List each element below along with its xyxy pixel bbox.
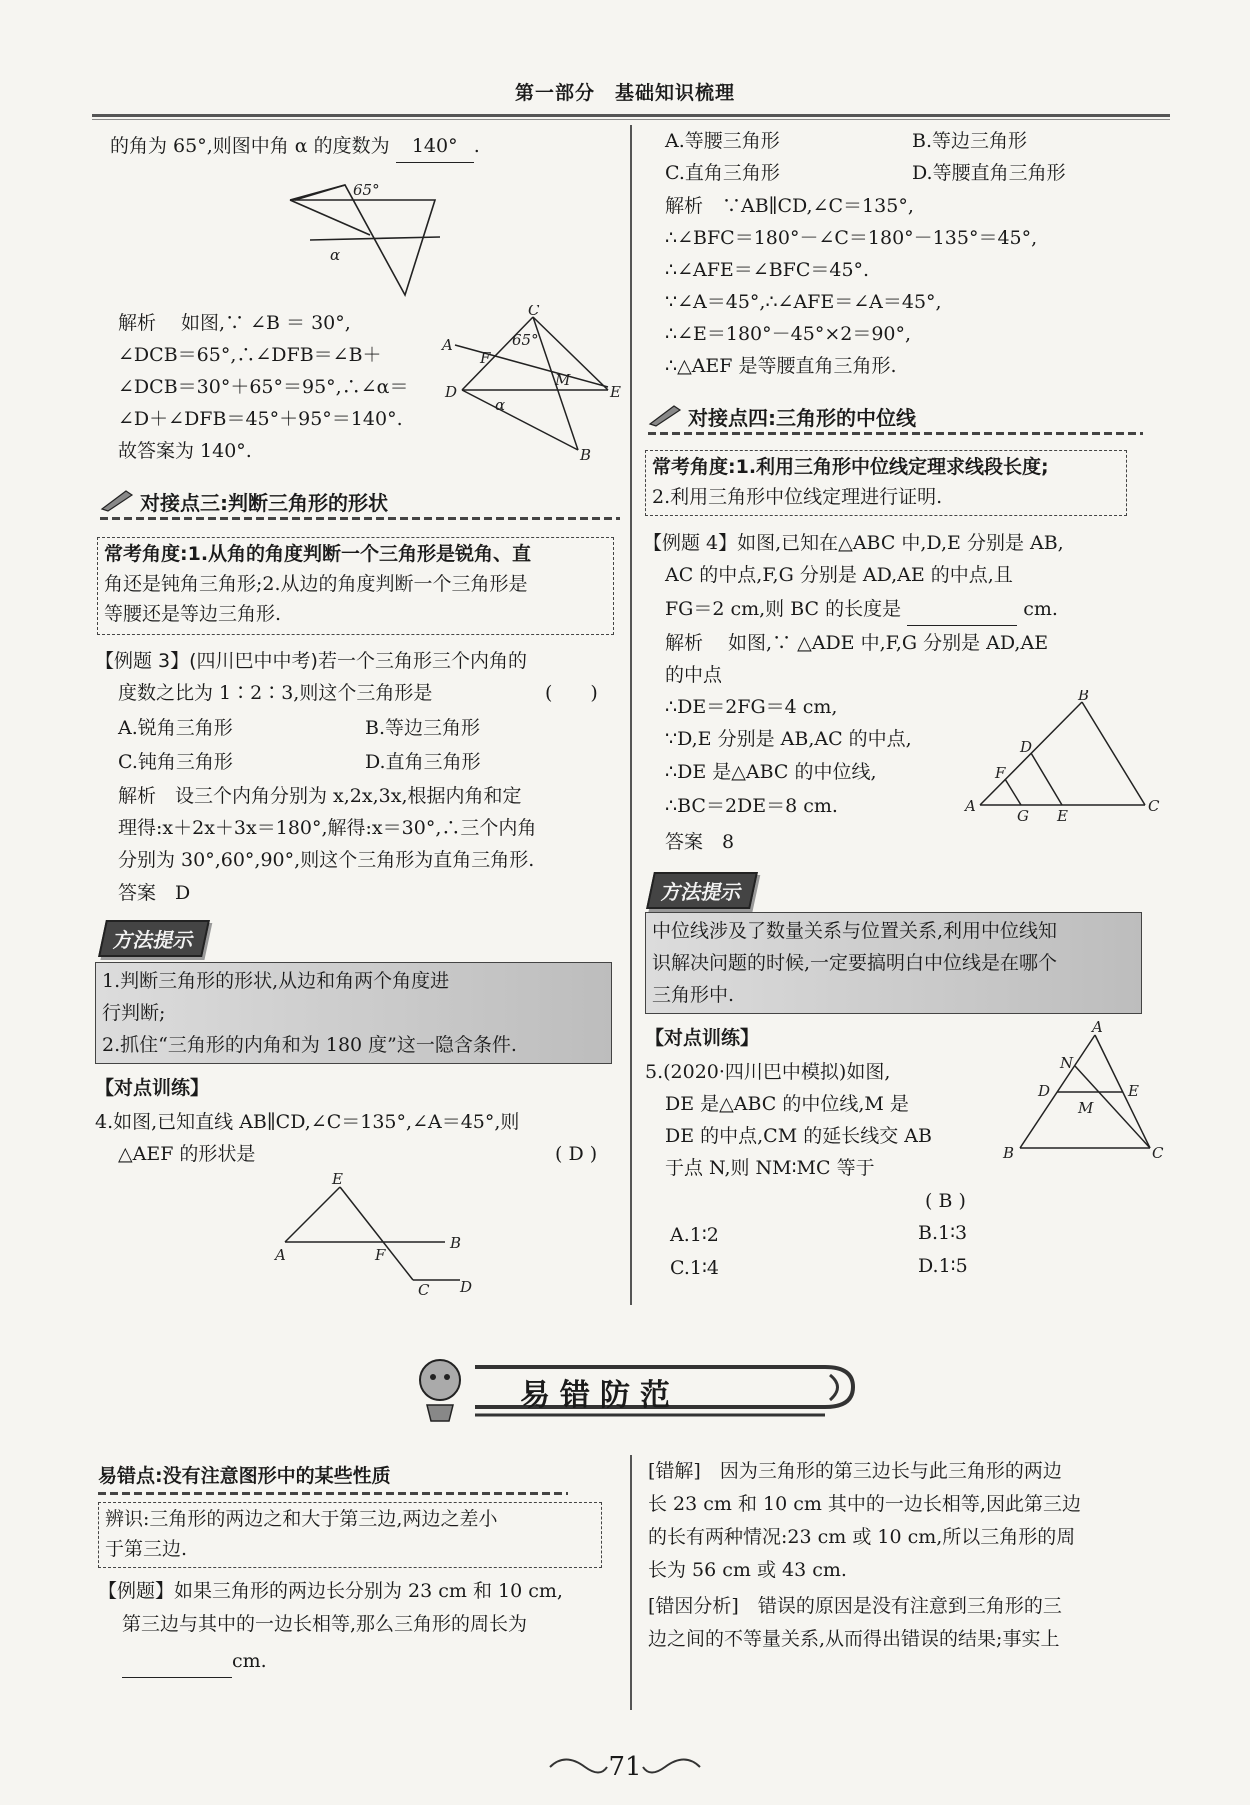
section3-rule bbox=[100, 517, 620, 520]
mistake-title: 易错点:没有注意图形中的某些性质 bbox=[98, 1465, 391, 1487]
method-tip-box bbox=[645, 912, 1142, 1014]
fig-ex4-label: D bbox=[1020, 738, 1033, 756]
figure-midline-abc bbox=[960, 690, 1160, 825]
error-analysis: 长为 56 cm 或 43 cm. bbox=[648, 1559, 847, 1581]
ex4-solution: ∴DE＝2FG＝4 cm, bbox=[665, 696, 838, 718]
tip-line: 2.抓住“三角形的内角和为 180 度”这一隐含条件. bbox=[102, 1034, 517, 1056]
ex4-solution: ∴BC＝2DE＝8 cm. bbox=[665, 795, 838, 817]
q4-solution: ∴△AEF 是等腰直角三角形. bbox=[665, 355, 897, 377]
figure-midline-nm bbox=[1000, 1020, 1165, 1165]
sol1-line: 故答案为 140°. bbox=[118, 440, 252, 462]
q4-solution: ∴∠BFC＝180°－∠C＝180°－135°＝45°, bbox=[665, 227, 1038, 249]
fig5-label: D bbox=[1038, 1082, 1051, 1100]
error-analysis: 边之间的不等量关系,从而得出错误的结果;事实上 bbox=[648, 1628, 1060, 1650]
q5-text: DE 是△ABC 的中位线,M 是 bbox=[665, 1093, 909, 1115]
q4-option: A.等腰三角形 bbox=[665, 130, 780, 152]
ex4-question: 【例题 4】如图,已知在△ABC 中,D,E 分别是 AB, bbox=[643, 532, 1064, 554]
fig1-angle-label: 65° bbox=[353, 181, 380, 199]
q5-text: DE 的中点,CM 的延长线交 AB bbox=[665, 1125, 932, 1147]
ex3-solution: 解析 设三个内角分别为 x,2x,3x,根据内角和定 bbox=[118, 785, 522, 807]
tip-line: 三角形中. bbox=[652, 984, 735, 1006]
sec3-angle-box bbox=[97, 537, 614, 635]
fig2-label: α bbox=[495, 396, 506, 414]
fig2-label: E bbox=[610, 383, 621, 401]
fig4-label: D bbox=[460, 1278, 473, 1296]
fig2-label: D bbox=[445, 383, 458, 401]
fig-ex4-label: B bbox=[1078, 690, 1090, 704]
box-line: 等腰还是等边三角形. bbox=[104, 603, 282, 625]
figure-parallel-lines bbox=[270, 1172, 490, 1297]
ex3-paren: ( ) bbox=[545, 682, 598, 704]
fig-ex4-label: F bbox=[995, 764, 1006, 782]
error-analysis: [错解] 因为三角形的第三边长与此三角形的两边 bbox=[648, 1460, 1062, 1482]
q4-text: △AEF 的形状是 bbox=[118, 1143, 256, 1165]
q4-option: B.等边三角形 bbox=[912, 130, 1028, 152]
fig4-label: E bbox=[332, 1172, 343, 1188]
banner-title: 易错防范 bbox=[520, 1378, 680, 1413]
sol1-line: ∠DCB＝30°＋65°＝95°,∴∠α＝ bbox=[118, 376, 409, 398]
sol1-line: ∠DCB＝65°,∴∠DFB＝∠B＋ bbox=[118, 344, 382, 366]
figure-angle-alpha bbox=[285, 165, 450, 300]
ex3-option: B.等边三角形 bbox=[365, 717, 481, 739]
fig2-label: C bbox=[528, 305, 540, 319]
tip-line: 中位线涉及了数量关系与位置关系,利用中位线知 bbox=[652, 920, 1058, 942]
q4-solution: ∵∠A＝45°,∴∠AFE＝∠A＝45°, bbox=[665, 291, 942, 313]
q5-option: A.1∶2 bbox=[670, 1224, 719, 1246]
ex3-solution: 理得:x＋2x＋3x＝180°,解得:x＝30°,∴三个内角 bbox=[118, 817, 537, 839]
q4-text: 4.如图,已知直线 AB∥CD,∠C＝135°,∠A＝45°,则 bbox=[95, 1111, 520, 1133]
fig5-label: B bbox=[1003, 1144, 1015, 1162]
tip-line: 1.判断三角形的形状,从边和角两个角度进 bbox=[102, 970, 450, 992]
fig-ex4-label: A bbox=[965, 797, 976, 815]
fig2-label: M bbox=[555, 371, 571, 389]
box-line: 常考角度:1.从角的角度判断一个三角形是锐角、直 bbox=[104, 543, 532, 565]
tip-line: 行判断; bbox=[102, 1002, 166, 1024]
method-tip-box bbox=[95, 962, 612, 1064]
fig2-label: F bbox=[480, 349, 491, 367]
q4-solution: 解析 ∵AB∥CD,∠C＝135°, bbox=[665, 195, 914, 217]
pen-icon bbox=[648, 402, 682, 428]
figure-triangle-proof bbox=[440, 305, 625, 465]
mistake-example-blank: cm. bbox=[122, 1645, 267, 1678]
fig2-label: A bbox=[442, 336, 453, 354]
q5-text: 5.(2020·四川巴中模拟)如图, bbox=[645, 1061, 891, 1083]
mistake-example: 第三边与其中的一边长相等,那么三角形的周长为 bbox=[122, 1613, 528, 1635]
header-rule-thin bbox=[92, 119, 1170, 120]
error-analysis: 的长有两种情况:23 cm 或 10 cm,所以三角形的周 bbox=[648, 1526, 1076, 1548]
fig-ex4-label: C bbox=[1148, 797, 1160, 815]
fig2-label: B bbox=[580, 446, 592, 464]
box-line: 辨识:三角形的两边之和大于第三边,两边之差小 bbox=[105, 1508, 498, 1530]
ex4-solution: ∴DE 是△ABC 的中位线, bbox=[665, 761, 877, 783]
sol1-line: ∠D＋∠DFB＝45°＋95°＝140°. bbox=[118, 408, 403, 430]
header-rule bbox=[92, 114, 1170, 117]
q4-answer: ( D ) bbox=[555, 1143, 598, 1165]
section3-title: 对接点三:判断三角形的形状 bbox=[140, 491, 388, 515]
q5-answer: ( B ) bbox=[925, 1190, 966, 1212]
training-label: 【对点训练】 bbox=[95, 1077, 210, 1099]
q-text: 的角为 65°,则图中角 α 的度数为 bbox=[110, 135, 390, 157]
box-line: 常考角度:1.利用三角形中位线定理求线段长度; bbox=[652, 456, 1049, 478]
mistake-rule bbox=[98, 1492, 568, 1495]
section4-header bbox=[648, 402, 916, 433]
fig4-label: C bbox=[418, 1281, 430, 1297]
ex4-solution: 解析 如图,∵ △ADE 中,F,G 分别是 AD,AE bbox=[665, 632, 1049, 654]
fig4-label: A bbox=[275, 1246, 286, 1264]
pen-icon bbox=[100, 487, 134, 513]
q4-solution: ∴∠AFE＝∠BFC＝45°. bbox=[665, 259, 870, 281]
section3-header bbox=[100, 487, 388, 518]
fig5-label: N bbox=[1060, 1054, 1074, 1072]
fig5-label: A bbox=[1092, 1020, 1103, 1036]
fig-ex4-label: G bbox=[1017, 807, 1029, 825]
fig5-label: E bbox=[1128, 1082, 1139, 1100]
fig4-label: F bbox=[375, 1246, 386, 1264]
ex3-question: 【例题 3】(四川巴中中考)若一个三角形三个内角的 bbox=[95, 650, 527, 672]
box-line: 于第三边. bbox=[105, 1538, 188, 1560]
q-continuation: 的角为 65°,则图中角 α 的度数为 140° . bbox=[110, 130, 480, 163]
fig2-label: 65° bbox=[512, 331, 539, 349]
box-line: 2.利用三角形中位线定理进行证明. bbox=[652, 486, 943, 508]
page-number: 71 bbox=[608, 1752, 642, 1782]
fig5-label: C bbox=[1152, 1144, 1164, 1162]
header-title: 第一部分 基础知识梳理 bbox=[514, 82, 735, 104]
ex4-solution: ∵D,E 分别是 AB,AC 的中点, bbox=[665, 728, 912, 750]
ex4-question: AC 的中点,F,G 分别是 AD,AE 的中点,且 bbox=[665, 564, 1013, 586]
column-divider-bottom bbox=[630, 1455, 632, 1710]
section4-rule bbox=[648, 432, 1143, 435]
column-divider bbox=[630, 125, 632, 1305]
sec4-angle-box bbox=[645, 450, 1127, 516]
fig-ex4-label: E bbox=[1057, 807, 1068, 825]
tip-line: 识解决问题的时候,一定要搞明白中位线是在哪个 bbox=[652, 952, 1058, 974]
q4-option: D.等腰直角三角形 bbox=[912, 162, 1066, 184]
sol1-line: 解析 如图,∵ ∠B ＝ 30°, bbox=[118, 312, 351, 334]
ex3-option: C.钝角三角形 bbox=[118, 751, 233, 773]
fig5-label: M bbox=[1078, 1099, 1094, 1117]
box-line: 角还是钝角三角形;2.从边的角度判断一个三角形是 bbox=[104, 573, 528, 595]
ex3-option: A.锐角三角形 bbox=[118, 717, 233, 739]
method-tip-label: 方法提示 bbox=[646, 872, 758, 909]
fig4-label: B bbox=[450, 1234, 462, 1252]
ex3-solution: 分别为 30°,60°,90°,则这个三角形为直角三角形. bbox=[118, 849, 535, 871]
fig1-alpha-label: α bbox=[330, 246, 341, 264]
q5-option: D.1∶5 bbox=[918, 1255, 968, 1277]
mistake-box bbox=[98, 1502, 602, 1568]
mistake-example: 【例题】如果三角形的两边长分别为 23 cm 和 10 cm, bbox=[98, 1580, 563, 1602]
ex3-question: 度数之比为 1∶2∶3,则这个三角形是 bbox=[118, 682, 433, 704]
ex3-option: D.直角三角形 bbox=[365, 751, 481, 773]
ex4-answer: 答案 8 bbox=[665, 831, 735, 853]
q5-text: 于点 N,则 NM∶MC 等于 bbox=[665, 1157, 875, 1179]
q-answer: 140° bbox=[396, 130, 474, 163]
error-analysis: [错因分析] 错误的原因是没有注意到三角形的三 bbox=[648, 1595, 1062, 1617]
ex3-answer: 答案 D bbox=[118, 882, 191, 904]
ex4-solution: 的中点 bbox=[665, 664, 723, 686]
q4-option: C.直角三角形 bbox=[665, 162, 780, 184]
ex4-question-blank: FG＝2 cm,则 BC 的长度是 cm. bbox=[665, 593, 1058, 626]
q5-option: B.1∶3 bbox=[918, 1222, 968, 1244]
q5-option: C.1∶4 bbox=[670, 1257, 720, 1279]
method-tip-label: 方法提示 bbox=[98, 920, 210, 957]
training-label: 【对点训练】 bbox=[645, 1027, 760, 1049]
q4-solution: ∴∠E＝180°－45°×2＝90°, bbox=[665, 323, 912, 345]
ex4-answer-blank bbox=[907, 593, 1017, 626]
section4-title: 对接点四:三角形的中位线 bbox=[688, 406, 916, 430]
error-analysis: 长 23 cm 和 10 cm 其中的一边长相等,因此第三边 bbox=[648, 1493, 1081, 1515]
